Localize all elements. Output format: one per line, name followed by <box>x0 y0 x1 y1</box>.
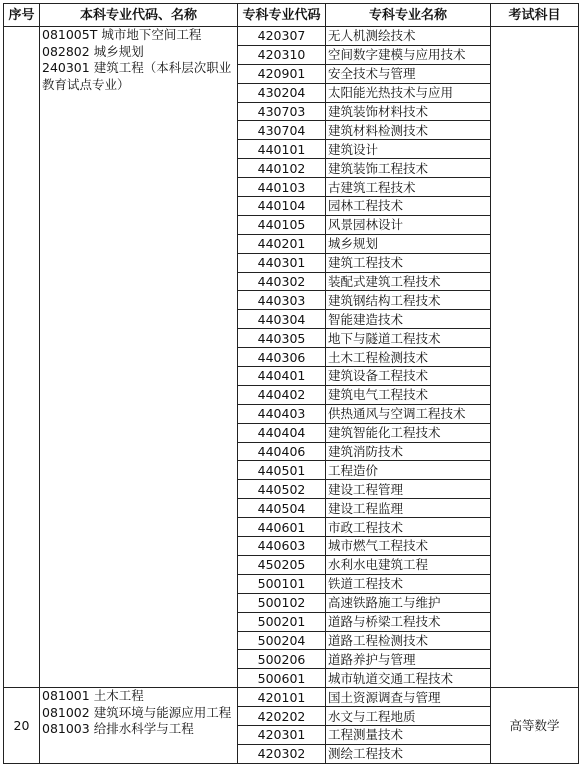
zk-name-cell: 测绘工程技术 <box>326 744 491 763</box>
zk-code-cell: 420101 <box>238 688 326 707</box>
zk-name-cell: 装配式建筑工程技术 <box>326 272 491 291</box>
zk-code-cell: 440301 <box>238 253 326 272</box>
zk-name-cell: 建筑智能化工程技术 <box>326 423 491 442</box>
zk-name-cell: 城市轨道交通工程技术 <box>326 669 491 688</box>
zk-code-cell: 440401 <box>238 367 326 386</box>
zk-code-cell: 500601 <box>238 669 326 688</box>
zk-name-cell: 城乡规划 <box>326 234 491 253</box>
zk-name-cell: 智能建造技术 <box>326 310 491 329</box>
zk-code-cell: 440302 <box>238 272 326 291</box>
zk-code-cell: 430204 <box>238 83 326 102</box>
zk-name-cell: 建筑钢结构工程技术 <box>326 291 491 310</box>
zk-code-cell: 440304 <box>238 310 326 329</box>
zk-code-cell: 420901 <box>238 64 326 83</box>
zk-name-cell: 道路养护与管理 <box>326 650 491 669</box>
zk-name-cell: 空间数字建模与应用技术 <box>326 45 491 64</box>
exam-cell: 高等数学 <box>491 688 579 764</box>
zk-code-cell: 430703 <box>238 102 326 121</box>
table-container <box>3 3 579 764</box>
zk-code-cell: 500204 <box>238 631 326 650</box>
zk-name-cell: 工程测量技术 <box>326 725 491 744</box>
header-zk-code: 专科专业代码 <box>238 4 326 27</box>
zk-name-cell: 道路工程检测技术 <box>326 631 491 650</box>
zk-name-cell: 建筑设备工程技术 <box>326 367 491 386</box>
zk-name-cell: 市政工程技术 <box>326 518 491 537</box>
bk-major-item: 081001 土木工程 <box>42 688 144 704</box>
zk-code-cell: 440201 <box>238 234 326 253</box>
zk-name-cell: 建设工程监理 <box>326 499 491 518</box>
zk-code-cell: 500201 <box>238 612 326 631</box>
zk-name-cell: 工程造价 <box>326 461 491 480</box>
zk-code-cell: 420301 <box>238 725 326 744</box>
zk-name-cell: 建筑材料检测技术 <box>326 121 491 140</box>
zk-code-cell: 500102 <box>238 593 326 612</box>
zk-name-cell: 水利水电建筑工程 <box>326 555 491 574</box>
zk-code-cell: 440404 <box>238 423 326 442</box>
major-table <box>3 3 579 764</box>
zk-code-cell: 420302 <box>238 744 326 763</box>
table-row <box>4 27 579 46</box>
zk-name-cell: 古建筑工程技术 <box>326 178 491 197</box>
zk-code-cell: 440603 <box>238 537 326 556</box>
zk-name-cell: 建筑装饰工程技术 <box>326 159 491 178</box>
zk-code-cell: 440601 <box>238 518 326 537</box>
zk-code-cell: 440501 <box>238 461 326 480</box>
zk-name-cell: 供热通风与空调工程技术 <box>326 404 491 423</box>
zk-code-cell: 440502 <box>238 480 326 499</box>
zk-name-cell: 无人机测绘技术 <box>326 27 491 46</box>
zk-name-cell: 土木工程检测技术 <box>326 348 491 367</box>
zk-name-cell: 高速铁路施工与维护 <box>326 593 491 612</box>
zk-name-cell: 建筑电气工程技术 <box>326 385 491 404</box>
zk-code-cell: 450205 <box>238 555 326 574</box>
zk-name-cell: 铁道工程技术 <box>326 574 491 593</box>
zk-code-cell: 440105 <box>238 215 326 234</box>
zk-code-cell: 500101 <box>238 574 326 593</box>
zk-code-cell: 420310 <box>238 45 326 64</box>
zk-name-cell: 道路与桥梁工程技术 <box>326 612 491 631</box>
zk-code-cell: 440303 <box>238 291 326 310</box>
zk-code-cell: 440306 <box>238 348 326 367</box>
header-row <box>4 4 579 27</box>
bk-major-item: 082802 城乡规划 <box>42 43 144 59</box>
seq-cell <box>4 27 40 688</box>
zk-code-cell: 440403 <box>238 404 326 423</box>
zk-name-cell: 风景园林设计 <box>326 215 491 234</box>
zk-name-cell: 水文与工程地质 <box>326 707 491 726</box>
zk-name-cell: 建筑工程技术 <box>326 253 491 272</box>
table-body <box>4 27 579 764</box>
header-zk-name: 专科专业名称 <box>326 4 491 27</box>
bk-major-item: 081002 建筑环境与能源应用工程 <box>42 704 232 720</box>
bk-major-cell <box>40 688 238 764</box>
zk-name-cell: 国土资源调查与管理 <box>326 688 491 707</box>
zk-code-cell: 500206 <box>238 650 326 669</box>
zk-name-cell: 地下与隧道工程技术 <box>326 329 491 348</box>
zk-code-cell: 430704 <box>238 121 326 140</box>
zk-code-cell: 440504 <box>238 499 326 518</box>
header-seq: 序号 <box>4 4 40 27</box>
header-exam: 考试科目 <box>491 4 579 27</box>
zk-code-cell: 440406 <box>238 442 326 461</box>
zk-code-cell: 440102 <box>238 159 326 178</box>
zk-code-cell: 440305 <box>238 329 326 348</box>
bk-major-item: 081005T 城市地下空间工程 <box>42 27 202 42</box>
zk-code-cell: 420307 <box>238 27 326 46</box>
zk-code-cell: 440104 <box>238 197 326 216</box>
zk-name-cell: 园林工程技术 <box>326 197 491 216</box>
zk-name-cell: 建筑消防技术 <box>326 442 491 461</box>
header-bk: 本科专业代码、名称 <box>40 4 238 27</box>
zk-code-cell: 440103 <box>238 178 326 197</box>
zk-code-cell: 440101 <box>238 140 326 159</box>
bk-major-item: 240301 建筑工程（本科层次职业教育试点专业） <box>42 60 232 92</box>
zk-code-cell: 440402 <box>238 385 326 404</box>
zk-name-cell: 建设工程管理 <box>326 480 491 499</box>
seq-cell: 20 <box>4 688 40 764</box>
table-row <box>4 688 579 707</box>
exam-cell <box>491 27 579 688</box>
zk-name-cell: 太阳能光热技术与应用 <box>326 83 491 102</box>
zk-code-cell: 420202 <box>238 707 326 726</box>
zk-name-cell: 建筑装饰材料技术 <box>326 102 491 121</box>
bk-major-cell <box>40 27 238 688</box>
zk-name-cell: 建筑设计 <box>326 140 491 159</box>
bk-major-item: 081003 给排水科学与工程 <box>42 721 194 737</box>
zk-name-cell: 城市燃气工程技术 <box>326 537 491 556</box>
zk-name-cell: 安全技术与管理 <box>326 64 491 83</box>
